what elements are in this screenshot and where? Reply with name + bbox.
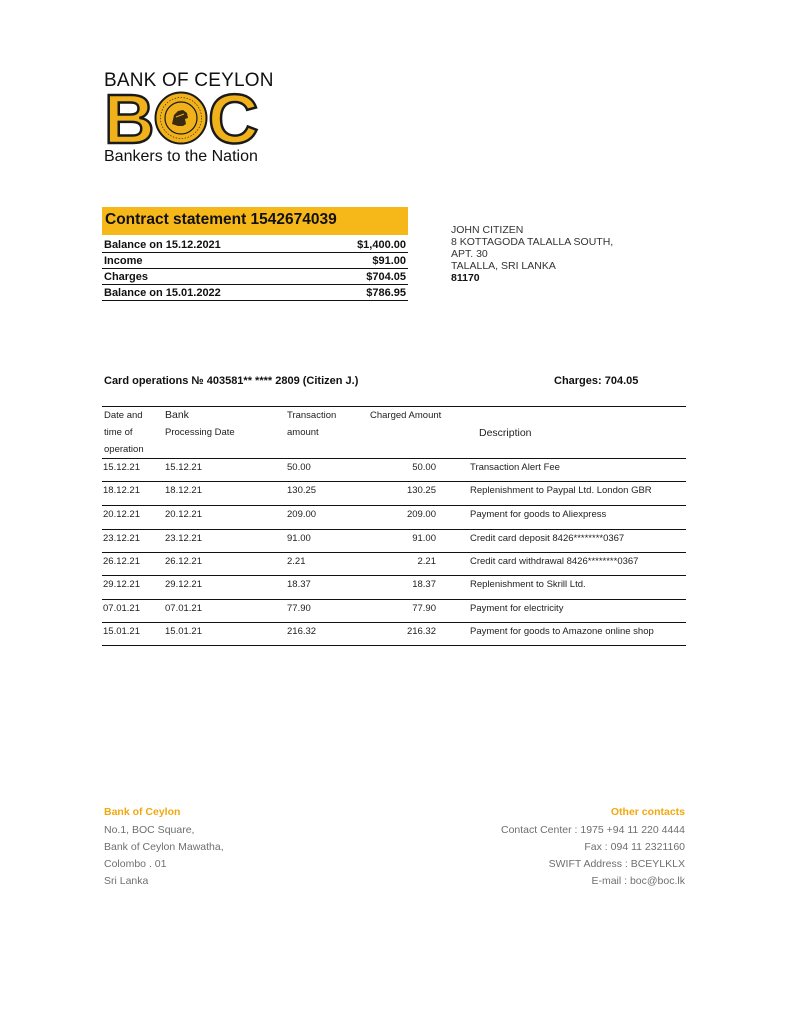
table-row — [102, 481, 686, 504]
cell-amount: 2.21 — [287, 556, 306, 567]
col-header-bank-line1: Bank — [165, 409, 189, 421]
address-line2: APT. 30 — [451, 248, 488, 260]
statement-row — [102, 253, 408, 269]
col-header-amount — [287, 407, 336, 441]
logo-letter-b: B — [104, 80, 155, 158]
cell-processing-date: 18.12.21 — [165, 485, 202, 496]
charges-summary: Charges: 704.05 — [554, 375, 639, 387]
footer-contact-line: Contact Center : 1975 +94 11 220 4444 — [501, 824, 685, 836]
statement-label: Balance on 15.01.2022 — [102, 285, 315, 301]
col-header-amount-line1: Transaction — [287, 410, 337, 421]
cell-charged: 130.25 — [406, 485, 436, 496]
cell-charged: 209.00 — [406, 509, 436, 520]
address-postcode: 81170 — [451, 272, 480, 284]
card-operations-heading: Card operations № 403581** **** 2809 (Citizen J.) — [104, 375, 359, 387]
footer-right — [501, 805, 685, 890]
cell-charged: 77.90 — [412, 603, 436, 614]
cell-date: 29.12.21 — [103, 579, 140, 590]
statement-label: Income — [102, 253, 315, 269]
bank-tagline: Bankers to the Nation — [104, 148, 258, 165]
cell-amount: 77.90 — [287, 603, 311, 614]
cell-description: Credit card withdrawal 8426********0367 — [470, 556, 639, 567]
cell-date: 15.12.21 — [103, 462, 140, 473]
footer-address-line: No.1, BOC Square, — [104, 824, 195, 836]
footer-address-line: Sri Lanka — [104, 875, 149, 887]
col-header-date-line1: Date and — [104, 410, 143, 421]
cell-processing-date: 26.12.21 — [165, 556, 202, 567]
cell-date: 15.01.21 — [103, 626, 140, 637]
cell-processing-date: 15.01.21 — [165, 626, 202, 637]
table-row — [102, 575, 686, 598]
col-header-charged: Charged Amount — [370, 410, 442, 421]
statement-row — [102, 269, 408, 285]
cell-amount: 91.00 — [287, 533, 311, 544]
table-row — [102, 458, 686, 481]
col-header-bank-line2: Processing Date — [165, 427, 235, 438]
cell-description: Transaction Alert Fee — [470, 462, 560, 473]
col-header-bank — [165, 407, 235, 441]
cell-charged: 18.37 — [412, 579, 436, 590]
statement-value: $704.05 — [315, 269, 408, 285]
cell-processing-date: 07.01.21 — [165, 603, 202, 614]
cell-description: Payment for goods to Amazone online shop — [470, 626, 654, 637]
col-header-description: Description — [479, 427, 532, 439]
footer-address-line: Bank of Ceylon Mawatha, — [104, 841, 224, 853]
footer-contact-line: SWIFT Address : BCEYLKLX — [548, 858, 685, 870]
cell-charged: 91.00 — [412, 533, 436, 544]
cell-description: Replenishment to Paypal Ltd. London GBR — [470, 485, 652, 496]
table-row — [102, 552, 686, 575]
cell-description: Payment for electricity — [470, 603, 564, 614]
cell-processing-date: 20.12.21 — [165, 509, 202, 520]
statement-value: $91.00 — [315, 253, 408, 269]
statement-row — [102, 237, 408, 253]
col-header-date — [104, 407, 144, 458]
statement-title-bar — [102, 207, 408, 235]
cell-charged: 216.32 — [406, 626, 436, 637]
statement-value: $1,400.00 — [315, 237, 408, 253]
cell-date: 07.01.21 — [103, 603, 140, 614]
footer-left — [104, 805, 224, 890]
table-row — [102, 505, 686, 528]
footer-contact-line: E-mail : boc@boc.lk — [591, 875, 685, 887]
statement-label: Balance on 15.12.2021 — [102, 237, 315, 253]
col-header-date-line2: time of — [104, 427, 133, 438]
footer-left-title: Bank of Ceylon — [104, 806, 181, 818]
cell-charged: 50.00 — [412, 462, 436, 473]
col-header-date-line3: operation — [104, 444, 144, 455]
footer-contact-line: Fax : 094 11 2321160 — [584, 841, 685, 853]
bank-name: BANK OF CEYLON — [104, 70, 274, 91]
table-row — [102, 622, 686, 646]
statement-label: Charges — [102, 269, 315, 285]
cell-date: 26.12.21 — [103, 556, 140, 567]
cell-amount: 216.32 — [287, 626, 317, 637]
table-row — [102, 599, 686, 622]
cell-date: 18.12.21 — [103, 485, 140, 496]
logo-letter-c: C — [208, 80, 259, 158]
statement-row — [102, 285, 408, 301]
statement-summary-table — [102, 237, 408, 301]
cell-processing-date: 29.12.21 — [165, 579, 202, 590]
boc-seal-emblem-icon — [154, 91, 208, 145]
statement-value: $786.95 — [315, 285, 408, 301]
cell-amount: 50.00 — [287, 462, 311, 473]
cell-description: Replenishment to Skrill Ltd. — [470, 579, 586, 590]
cell-charged: 2.21 — [417, 556, 436, 567]
cell-amount: 18.37 — [287, 579, 311, 590]
cell-processing-date: 15.12.21 — [165, 462, 202, 473]
cell-date: 20.12.21 — [103, 509, 140, 520]
address-line3: TALALLA, SRI LANKA — [451, 260, 556, 272]
cell-amount: 209.00 — [287, 509, 317, 520]
footer-right-title: Other contacts — [610, 806, 685, 818]
table-row — [102, 529, 686, 552]
cell-date: 23.12.21 — [103, 533, 140, 544]
cell-description: Payment for goods to Aliexpress — [470, 509, 607, 520]
cell-processing-date: 23.12.21 — [165, 533, 202, 544]
footer-address-line: Colombo . 01 — [104, 858, 167, 870]
cell-description: Credit card deposit 8426********0367 — [470, 533, 625, 544]
address-name: JOHN CITIZEN — [451, 224, 524, 236]
col-header-amount-line2: amount — [287, 427, 319, 438]
cell-amount: 130.25 — [287, 485, 317, 496]
address-line1: 8 KOTTAGODA TALALLA SOUTH, — [451, 236, 614, 248]
statement-title: Contract statement 1542674039 — [105, 211, 337, 228]
